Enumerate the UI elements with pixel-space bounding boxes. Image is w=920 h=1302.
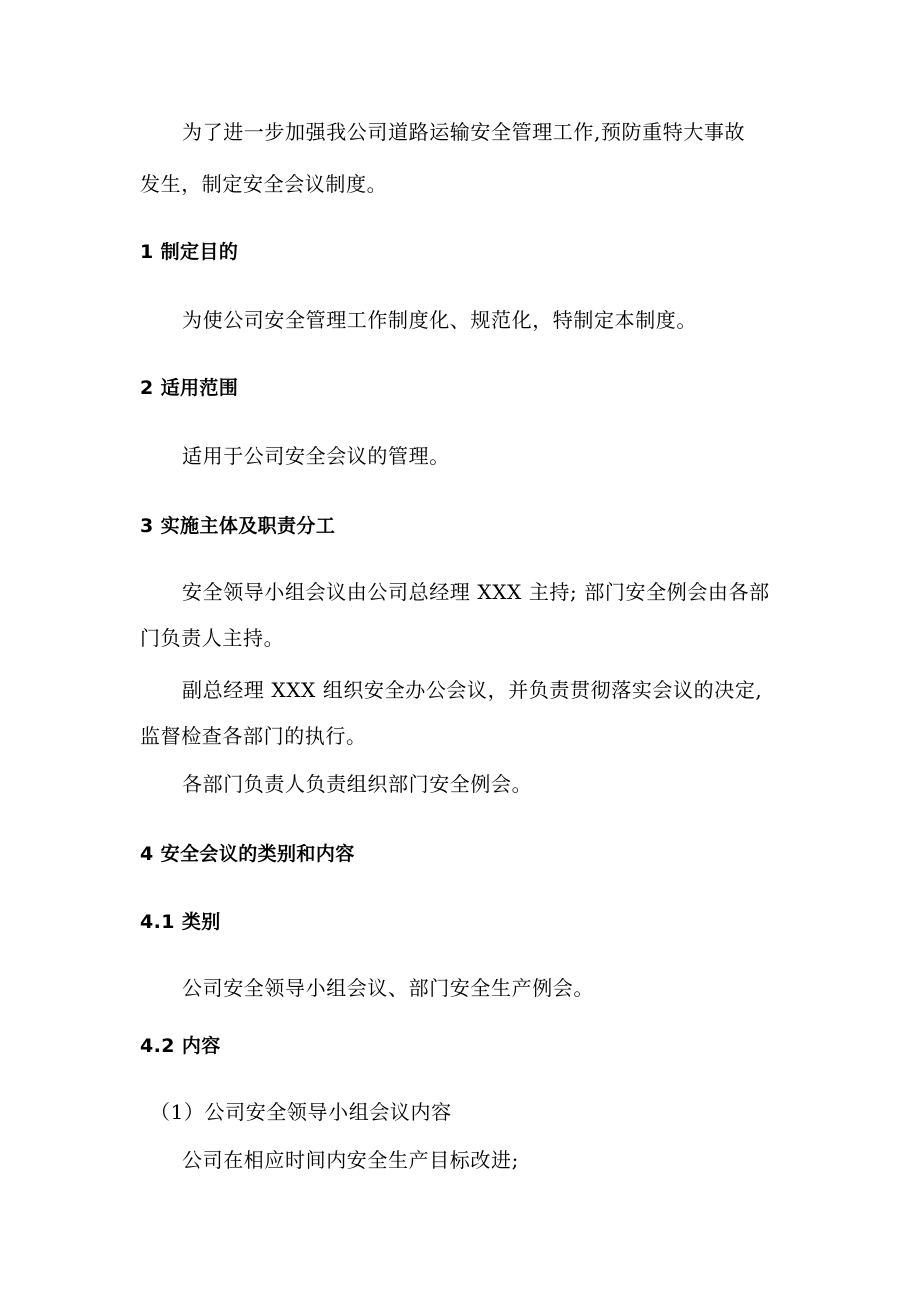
section-3-paragraph-3: 各部门负责人负责组织部门安全例会。 (182, 772, 533, 796)
intro-line-2: 发生，制定安全会议制度。 (140, 172, 388, 196)
section-3-paragraph-1-line-1: 安全领导小组会议由公司总经理 XXX 主持; 部门安全例会由各部 (182, 580, 770, 604)
section-3-heading: 3 实施主体及职责分工 (140, 515, 336, 537)
section-1-heading: 1 制定目的 (140, 241, 239, 263)
section-4-2-item-1-label: （1）公司安全领导小组会议内容 (150, 1100, 452, 1124)
section-3-paragraph-1-line-2: 门负责人主持。 (140, 626, 285, 650)
section-4-1-heading: 4.1 类别 (140, 911, 221, 933)
section-4-1-body: 公司安全领导小组会议、部门安全生产例会。 (182, 976, 594, 1000)
section-4-2-item-1-body: 公司在相应时间内安全生产目标改进; (182, 1148, 519, 1172)
section-4-heading: 4 安全会议的类别和内容 (140, 843, 355, 865)
section-4-2-heading: 4.2 内容 (140, 1035, 221, 1057)
section-1-body: 为使公司安全管理工作制度化、规范化，特制定本制度。 (182, 308, 697, 332)
section-3-paragraph-2-line-1: 副总经理 XXX 组织安全办公会议，并负责贯彻落实会议的决定, (182, 678, 763, 702)
section-2-body: 适用于公司安全会议的管理。 (182, 444, 450, 468)
section-2-heading: 2 适用范围 (140, 377, 239, 399)
intro-line-1: 为了进一步加强我公司道路运输安全管理工作,预防重特大事故 (182, 120, 746, 144)
section-3-paragraph-2-line-2: 监督检查各部门的执行。 (140, 724, 367, 748)
